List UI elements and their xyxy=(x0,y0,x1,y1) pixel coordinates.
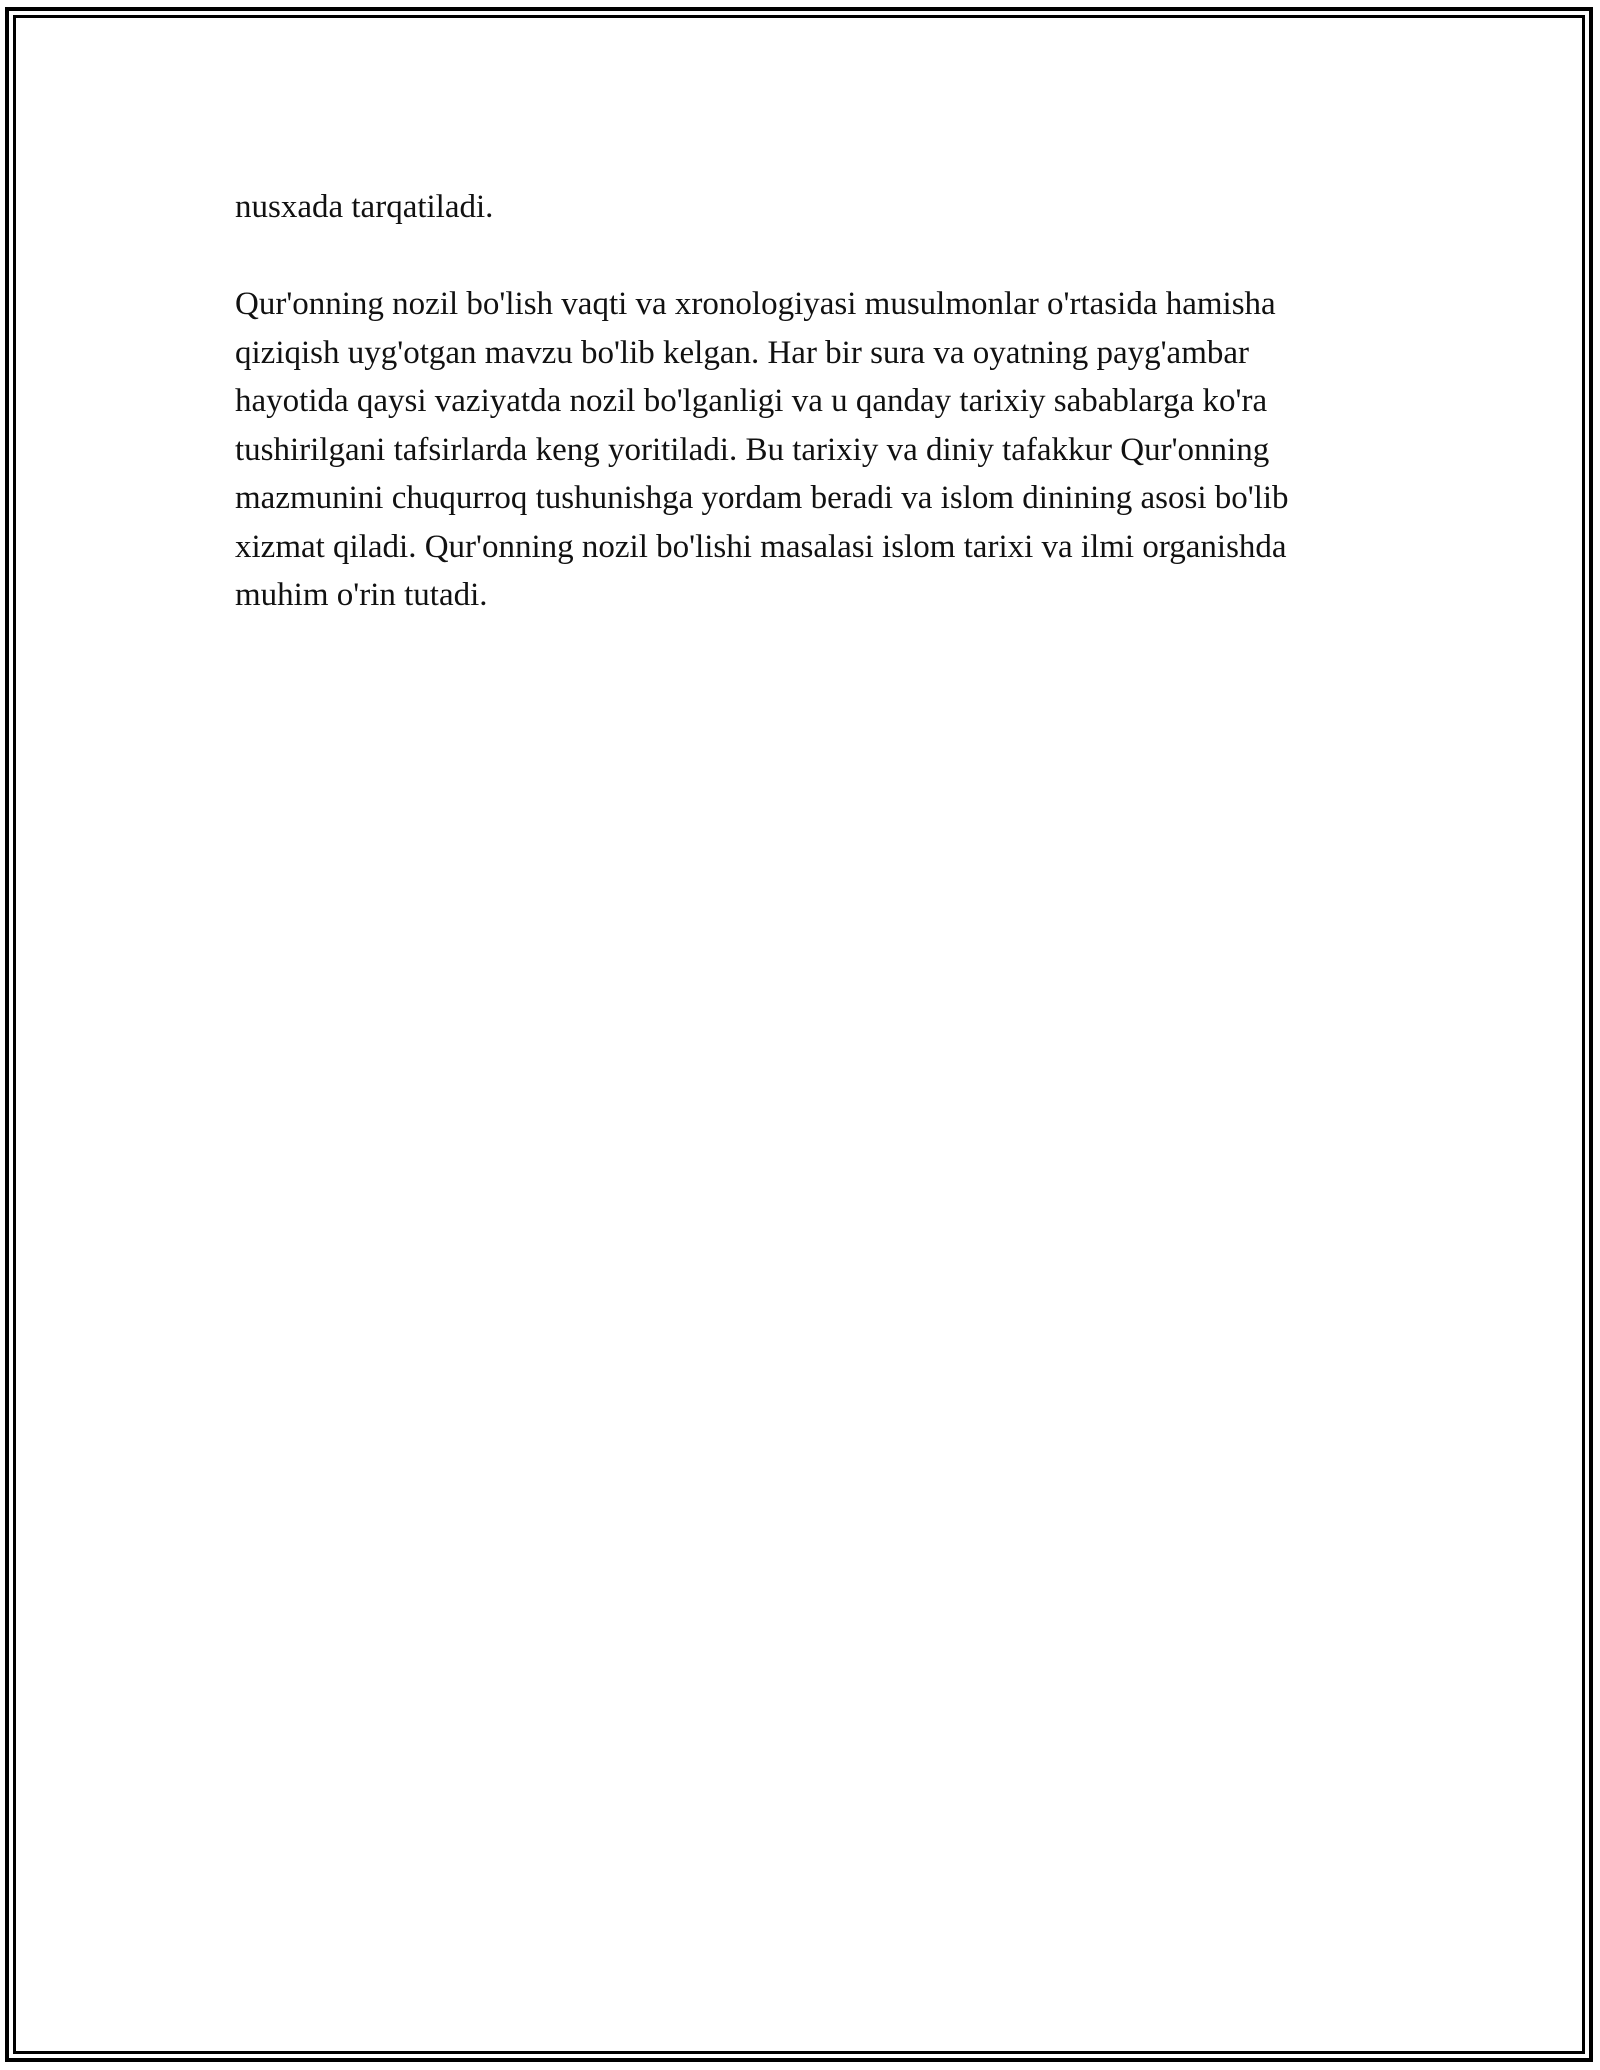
paragraph-continuation: nusxada tarqatiladi. xyxy=(235,189,494,225)
document-body xyxy=(235,183,1365,620)
paragraph-quran-revelation: Qur'onning nozil bo'lish vaqti va xronologiyasi musulmonlar o'rtasida hamisha qiziqish uyg'otgan mavzu bo'lib kelgan. Har bir sura va oyatning payg'ambar hayotida qaysi vaziyatda nozil bo'lganligi va u qanday tarixiy sabablarga ko'ra tushirilgani tafsirlarda keng yoritiladi. Bu tarixiy va diniy tafakkur Qur'onning mazmunini chuqurroq tushunishga yordam beradi va islom dinining asosi bo'lib xizmat qiladi. Qur'onning nozil bo'lishi masalasi islom tarixi va ilmi organishda muhim o'rin tutadi. xyxy=(235,286,1289,613)
